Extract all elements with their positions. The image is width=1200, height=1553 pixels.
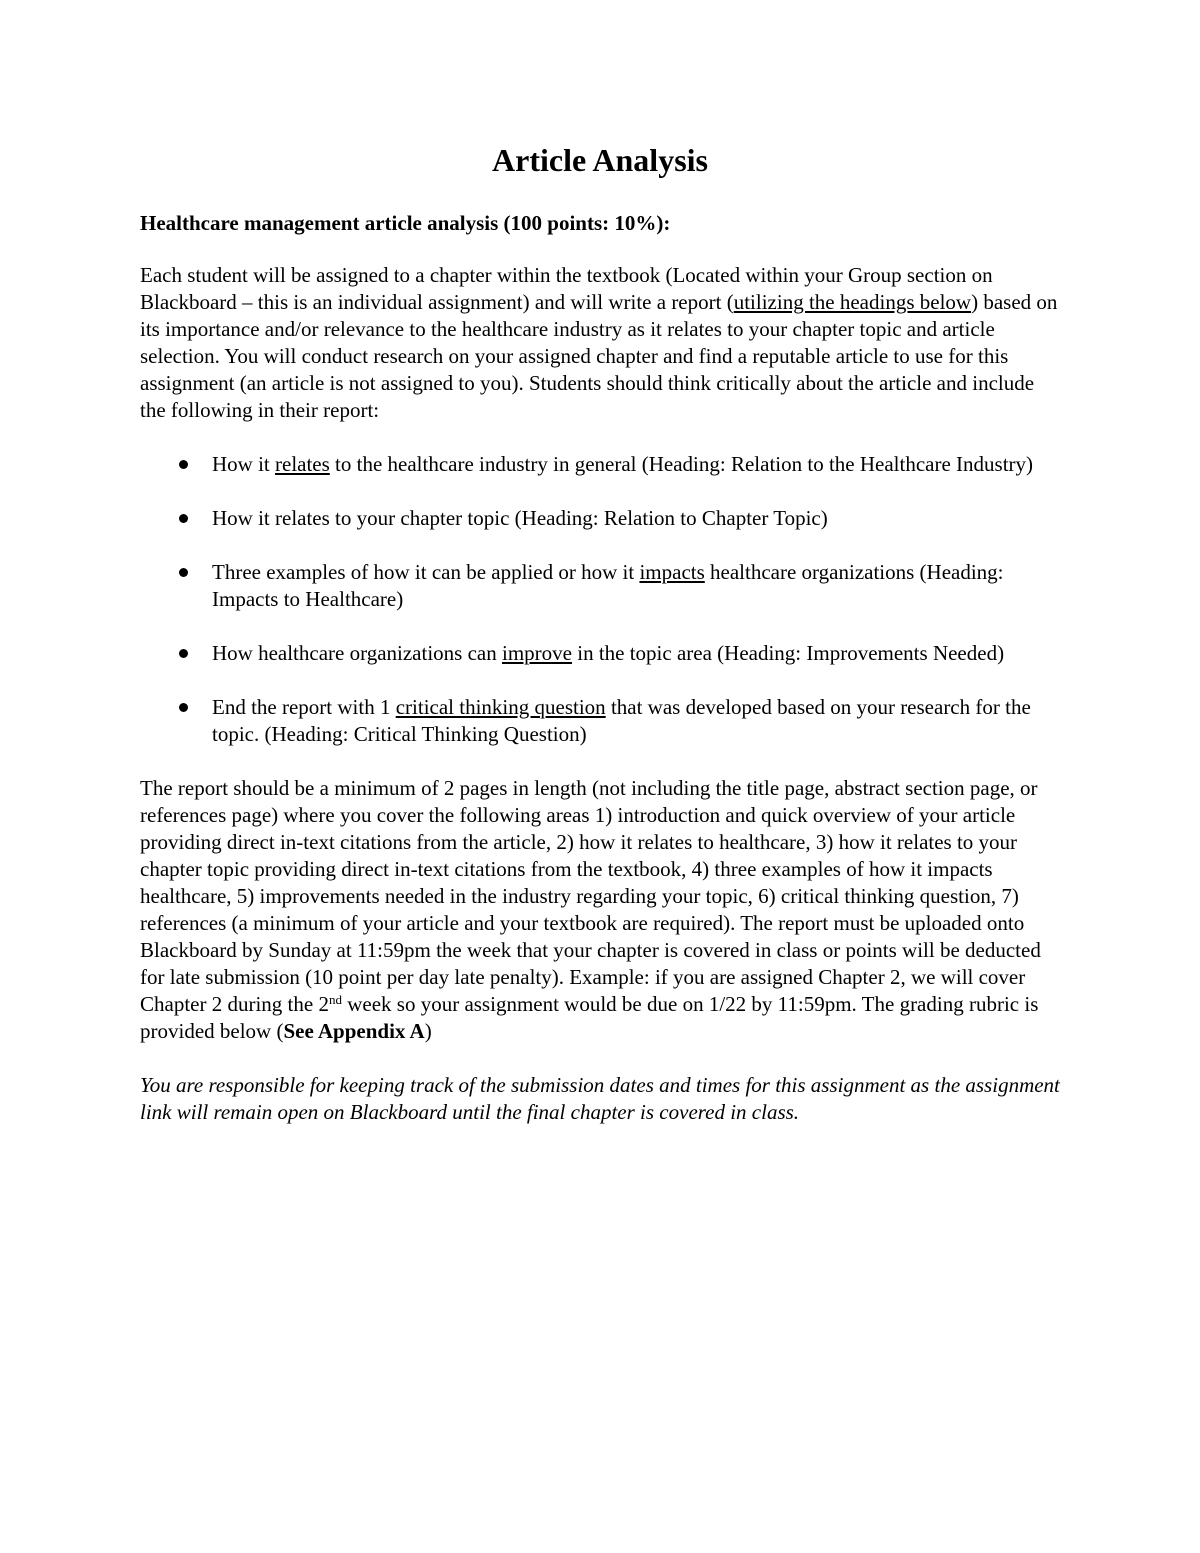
bullet-text-after: healthcare organizations (Heading: Impacts to Healthcare) <box>212 560 1004 611</box>
list-item <box>140 640 1060 667</box>
bullet-icon <box>179 703 188 712</box>
intro-paragraph <box>140 262 1060 424</box>
list-item <box>140 505 1060 532</box>
list-item <box>140 451 1060 478</box>
report-text-2: week so your assignment would be due on 1/22 by 11:59pm. The grading rubric is provided below ( <box>140 992 1039 1043</box>
bullet-emphasis: improve <box>502 641 572 665</box>
bullet-icon <box>179 649 188 658</box>
bullet-text: How it relates to your chapter topic (Heading: Relation to Chapter Topic) <box>212 506 828 530</box>
appendix-reference: See Appendix A <box>283 1019 425 1043</box>
document-title: Article Analysis <box>492 142 708 178</box>
headings-reference: utilizing the headings below <box>733 290 972 314</box>
assignment-subtitle: Healthcare management article analysis (100 points: 10%): <box>140 211 671 235</box>
bullet-emphasis: impacts <box>639 560 705 584</box>
report-requirements-paragraph <box>140 775 1060 1045</box>
bullet-icon <box>179 460 188 469</box>
bullet-text-after: in the topic area (Heading: Improvements Needed) <box>571 641 1005 665</box>
bullet-text-before: How healthcare organizations can <box>212 641 502 665</box>
bullet-text-after: to the healthcare industry in general (Heading: Relation to the Healthcare Industry) <box>329 452 1034 476</box>
list-item <box>140 694 1060 748</box>
document-page <box>140 138 1060 1153</box>
requirements-list <box>140 451 1060 748</box>
bullet-icon <box>179 568 188 577</box>
bullet-emphasis: critical thinking question <box>395 695 606 719</box>
intro-text-1: Each student will be assigned to a chapter within the textbook (Located within your Group section on Blackboard – this is an individual assignment) and will write a report ( <box>140 263 993 314</box>
bullet-text-before: How it <box>212 452 275 476</box>
bullet-text-before: End the report with 1 <box>212 695 396 719</box>
list-item <box>140 559 1060 613</box>
bullet-icon <box>179 514 188 523</box>
report-text-1: The report should be a minimum of 2 pages in length (not including the title page, abstract section page, or references page) where you cover the following areas 1) introduction and quick overview of your article providing direct in-text citations from the article, 2) how it relates to healthcare, 3) how it relates to your chapter topic providing direct in-text citations from the textbook, 4) three examples of how it impacts healthcare, 5) improvements needed in the industry regarding your topic, 6) critical thinking question, 7) references (a minimum of your article and your textbook are required). The report must be uploaded onto Blackboard by Sunday at 11:59pm the week that your chapter is covered in class or points will be deducted for late submission (10 point per day late penalty). Example: if you are assigned Chapter 2, we will cover Chapter 2 during the 2 <box>140 776 1041 1016</box>
bullet-text-before: Three examples of how it can be applied or how it <box>212 560 640 584</box>
responsibility-note: You are responsible for keeping track of the submission dates and times for this assignment as the assignment link will remain open on Blackboard until the final chapter is covered in class. <box>140 1073 1060 1124</box>
report-text-3: ) <box>424 1019 432 1043</box>
ordinal-suffix: nd <box>328 992 342 1007</box>
intro-text-2: ) based on its importance and/or relevance to the healthcare industry as it relates to your chapter topic and article selection. You will conduct research on your assigned chapter and find a reputable article to use for this assignment (an article is not assigned to you). Students should think critically about the article and include the following in their report: <box>140 290 1058 422</box>
bullet-emphasis: relates <box>275 452 330 476</box>
bullet-text-after: that was developed based on your research for the topic. (Heading: Critical Thinking Question) <box>212 695 1031 746</box>
